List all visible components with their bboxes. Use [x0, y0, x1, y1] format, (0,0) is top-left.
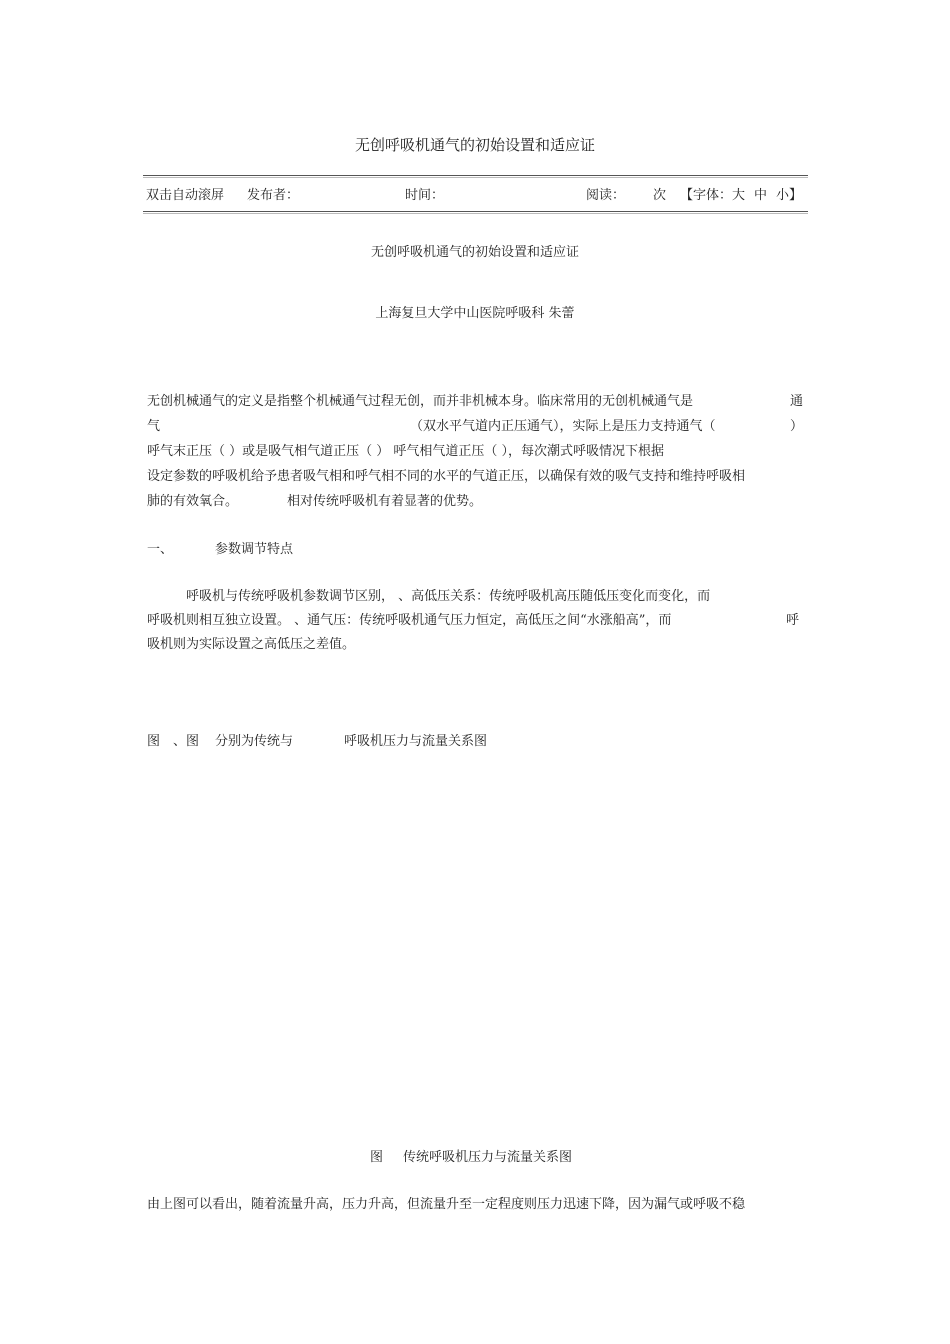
font-large-link[interactable]: 大: [732, 188, 746, 203]
para1-line2-start: 气: [147, 419, 161, 434]
para2-line2: 呼吸机则相互独立设置。 、通气压：传统呼吸机通气压力恒定，高低压之间“水涨船高”，而: [147, 613, 672, 628]
para2-line2-end: 呼: [786, 613, 800, 628]
para1-line2: （双水平气道内正压通气），实际上是压力支持通气（: [410, 419, 716, 434]
font-medium-link[interactable]: 中: [754, 188, 768, 203]
bottom-divider-shadow: [143, 213, 808, 214]
section-number: 一、: [147, 542, 174, 557]
para1-line4: 设定参数的呼吸机给予患者吸气相和呼气相不同的水平的气道正压，以确保有效的吸气支持和维持呼吸相: [147, 469, 746, 484]
article-author: 上海复旦大学中山医院呼吸科 朱蕾: [375, 306, 575, 321]
para1-line2-end: ）: [790, 419, 804, 434]
auto-scroll-link[interactable]: 双击自动滚屏: [146, 188, 225, 203]
top-divider-shadow: [143, 177, 808, 178]
para2-line3: 吸机则为实际设置之高低压之差值。: [147, 637, 356, 652]
para1-line1: 无创机械通气的定义是指整个机械通气过程无创，而并非机械本身。临床常用的无创机械通气是: [147, 394, 694, 409]
figure-ref-c: 分别为传统与: [215, 734, 294, 749]
font-small-link[interactable]: 小】: [776, 188, 803, 203]
figure-caption-label: 图: [370, 1150, 384, 1165]
reads-label: 阅读：: [586, 188, 626, 203]
figure-caption-text: 传统呼吸机压力与流量关系图: [403, 1150, 573, 1165]
reads-unit: 次: [653, 188, 667, 203]
top-divider: [143, 175, 808, 176]
para3-line1: 由上图可以看出，随着流量升高，压力升高，但流量升至一定程度则压力迅速下降，因为漏气或呼吸不稳: [147, 1197, 746, 1212]
para2-line1: 呼吸机与传统呼吸机参数调节区别， 、高低压关系：传统呼吸机高压随低压变化而变化，而: [186, 589, 711, 604]
para1-line5: 肺的有效氧合。: [147, 494, 239, 509]
section-title: 参数调节特点: [215, 542, 294, 557]
time-label: 时间：: [405, 188, 445, 203]
article-subtitle: 无创呼吸机通气的初始设置和适应证: [370, 245, 579, 260]
bottom-divider: [143, 211, 808, 212]
para1-line1-end: 通: [790, 394, 804, 409]
page-title: 无创呼吸机通气的初始设置和适应证: [354, 136, 595, 154]
para1-line5-end: 相对传统呼吸机有着显著的优势。: [287, 494, 483, 509]
figure-ref-a: 图: [147, 734, 161, 749]
figure-placeholder: [147, 770, 807, 1130]
font-size-label: 【字体：: [680, 188, 733, 203]
para1-line3: 呼气末正压（ ）或是吸气相气道正压（ ） 呼气相气道正压（ ），每次潮式呼吸情况下根据: [147, 444, 665, 459]
publisher-label: 发布者：: [247, 188, 300, 203]
figure-ref-b: 、图: [173, 734, 200, 749]
figure-ref-d: 呼吸机压力与流量关系图: [344, 734, 488, 749]
